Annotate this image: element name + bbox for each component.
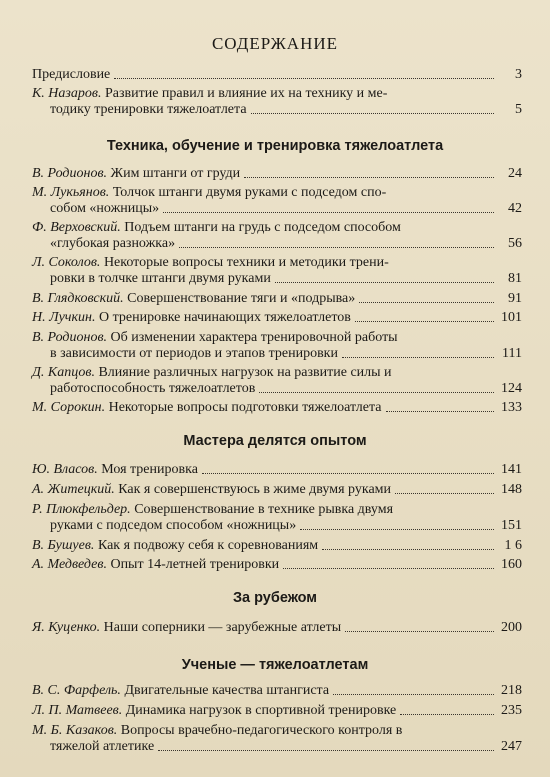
- section-heading-masters: Мастера делятся опытом: [183, 433, 367, 449]
- dot-leader: [251, 102, 494, 114]
- entry-title: Развитие правил и влияние их на технику и ме-: [101, 86, 388, 101]
- toc-entry: [32, 502, 522, 534]
- page-title: СОДЕРЖАНИЕ: [211, 34, 339, 53]
- dot-leader: [259, 381, 494, 393]
- entry-title: Наши соперники — зарубежные атлеты: [100, 620, 342, 635]
- entry-author: М. Б. Казаков.: [32, 723, 118, 738]
- dot-leader: [386, 400, 495, 412]
- toc-entry: [32, 291, 522, 307]
- page-number: 235: [501, 703, 522, 718]
- entry-author: А. Медведев.: [32, 557, 107, 572]
- toc-entry: [32, 166, 522, 182]
- entry-title: Подъем штанги на грудь с подседом способом: [120, 220, 401, 235]
- page-number: 247: [501, 739, 522, 754]
- dot-leader: [283, 557, 494, 569]
- entry-author: М. Сорокин.: [32, 400, 106, 415]
- dot-leader: [114, 67, 494, 79]
- page-number: 151: [501, 518, 522, 533]
- dot-leader: [158, 739, 494, 751]
- page-number: 160: [501, 557, 522, 572]
- page-number: 101: [501, 310, 522, 325]
- page-number: 56: [508, 236, 522, 251]
- dot-leader: [300, 518, 494, 530]
- toc-entry: [32, 557, 522, 573]
- dot-leader: [395, 482, 494, 494]
- entry-author: В. Бушуев.: [32, 538, 95, 553]
- toc-entry: [32, 255, 522, 287]
- entry-title: Вопросы врачебно-педагогического контроля в: [117, 723, 403, 738]
- toc-entry: [32, 620, 522, 636]
- toc-entry: [32, 310, 522, 326]
- entry-title: Двигательные качества штангиста: [120, 683, 330, 698]
- dot-leader: [202, 462, 494, 474]
- entry-author: А. Житецкий.: [32, 482, 115, 497]
- entry-author: К. Назаров.: [32, 86, 102, 101]
- toc-entry: [32, 67, 522, 83]
- page-number: 1 6: [504, 538, 522, 553]
- entry-title: Об изменении характера тренировочной работы: [107, 330, 398, 345]
- entry-title: Совершенствование в технике рывка двумя: [130, 502, 394, 517]
- page-number: 3: [515, 67, 522, 82]
- toc-entry: [32, 462, 522, 478]
- entry-title: Жим штанги от груди: [107, 166, 241, 181]
- entry-title: Влияние различных нагрузок на развитие силы и: [94, 365, 392, 380]
- entry-title: Совершенствование тяги и «подрыва»: [123, 291, 356, 306]
- toc-entry: [32, 723, 522, 755]
- dot-leader: [163, 201, 494, 213]
- entry-title-continued: руками с подседом способом «ножницы»: [50, 518, 297, 533]
- entry-author: Ю. Власов.: [32, 462, 98, 477]
- section-heading-technique: Техника, обучение и тренировка тяжелоатлета: [106, 138, 444, 154]
- entry-author: Ф. Верховский.: [32, 220, 121, 235]
- toc-entry: [32, 482, 522, 498]
- entry-title: Опыт 14-летней тренировки: [106, 557, 280, 572]
- page-number: 124: [501, 381, 522, 396]
- page-number: 81: [508, 271, 522, 286]
- entry-title: Динамика нагрузок в спортивной тренировке: [122, 703, 397, 718]
- entry-title: Некоторые вопросы подготовки тяжелоатлета: [105, 400, 382, 415]
- entry-title-continued: в зависимости от периодов и этапов тренировки: [50, 346, 338, 361]
- entry-title: Предисловие: [32, 67, 111, 82]
- entry-title: Как я совершенствуюсь в жиме двумя руками: [114, 482, 392, 497]
- page-number: 111: [502, 346, 522, 361]
- entry-title: Толчок штанги двумя руками с подседом спо-: [109, 185, 387, 200]
- entry-title-continued: работоспособность тяжелоатлетов: [50, 381, 256, 396]
- entry-title: Как я подвожу себя к соревнованиям: [94, 538, 319, 553]
- page-number: 42: [508, 201, 522, 216]
- entry-author: М. Лукьянов.: [32, 185, 110, 200]
- page-number: 24: [508, 166, 522, 181]
- dot-leader: [400, 703, 494, 715]
- page-number: 91: [508, 291, 522, 306]
- toc-entry: [32, 220, 522, 252]
- page-number: 5: [515, 102, 522, 117]
- entry-title-continued: тяжелой атлетике: [50, 739, 155, 754]
- dot-leader: [345, 620, 494, 632]
- dot-leader: [179, 236, 494, 248]
- entry-title: Некоторые вопросы техники и методики трени-: [100, 255, 389, 270]
- toc-entry: [32, 538, 522, 554]
- entry-author: Н. Лучкин.: [32, 310, 96, 325]
- section-heading-abroad: За рубежом: [232, 590, 318, 606]
- toc-entry: [32, 400, 522, 416]
- toc-entry: [32, 703, 522, 719]
- page-number: 200: [501, 620, 522, 635]
- entry-author: В. Родионов.: [32, 330, 108, 345]
- page-number: 141: [501, 462, 522, 477]
- entry-title-continued: «глубокая разножка»: [50, 236, 176, 251]
- entry-author: Я. Куценко.: [32, 620, 101, 635]
- dot-leader: [244, 166, 494, 178]
- page-number: 133: [501, 400, 522, 415]
- toc-entry: [32, 86, 522, 118]
- entry-author: Р. Плюкфельдер.: [32, 502, 131, 517]
- entry-title-continued: собом «ножницы»: [50, 201, 160, 216]
- toc-entry: [32, 330, 522, 362]
- dot-leader: [333, 683, 494, 695]
- entry-author: Д. Капцов.: [32, 365, 95, 380]
- dot-leader: [342, 346, 494, 358]
- entry-title-continued: тодику тренировки тяжелоатлета: [50, 102, 247, 117]
- entry-author: Л. Соколов.: [32, 255, 101, 270]
- entry-author: В. Глядковский.: [32, 291, 124, 306]
- page-number: 218: [501, 683, 522, 698]
- entry-author: В. Родионов.: [32, 166, 108, 181]
- toc-entry: [32, 365, 522, 397]
- dot-leader: [322, 538, 494, 550]
- dot-leader: [355, 310, 494, 322]
- page-number: 148: [501, 482, 522, 497]
- entry-author: Л. П. Матвеев.: [32, 703, 123, 718]
- dot-leader: [275, 271, 494, 283]
- toc-entry: [32, 185, 522, 217]
- entry-title: Моя тренировка: [97, 462, 198, 477]
- section-heading-scientists: Ученые — тяжелоатлетам: [181, 657, 369, 673]
- toc-entry: [32, 683, 522, 699]
- entry-title: О тренировке начинающих тяжелоатлетов: [95, 310, 351, 325]
- entry-title-continued: ровки в толчке штанги двумя руками: [50, 271, 271, 286]
- entry-author: В. С. Фарфель.: [32, 683, 121, 698]
- dot-leader: [359, 291, 494, 303]
